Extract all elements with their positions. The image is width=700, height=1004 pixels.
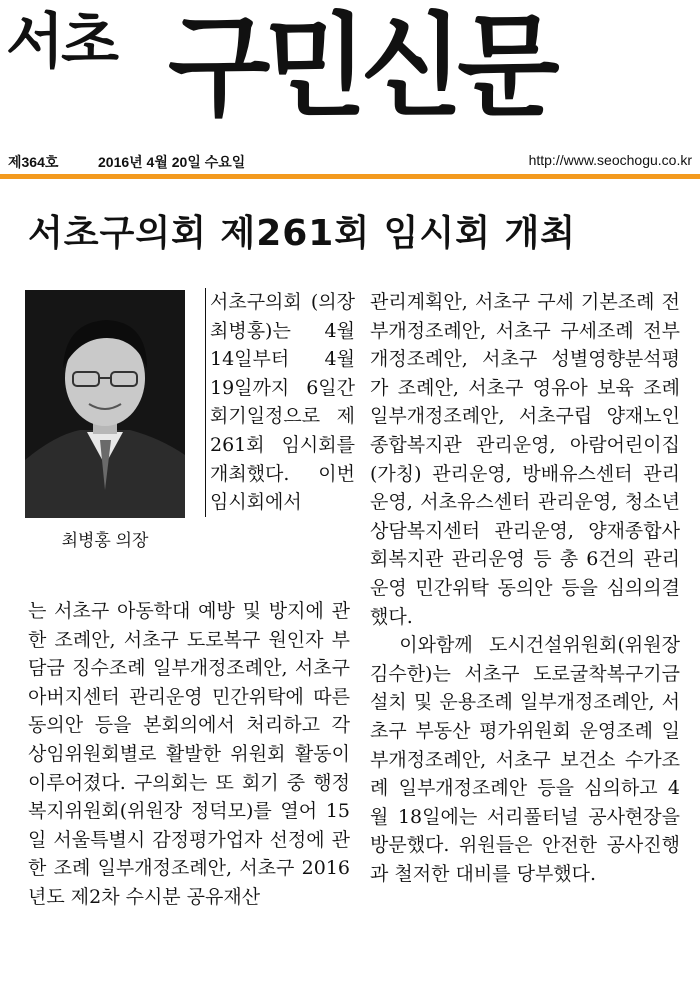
issue-date: 2016년 4월 20일 수요일: [98, 154, 246, 170]
article-text-left-top: 서초구의회 (의장 최병홍)는 4월 14일부터 4월 19일까지 6일간 회기일정으로 제261회 임시회를 개최했다. 이번 임시회에서: [205, 288, 355, 517]
photo-caption: 최병홍 의장: [61, 531, 149, 550]
article-headline: 서초구의회 제261회 임시회 개최: [28, 213, 577, 254]
masthead: [0, 0, 700, 150]
header-divider: [0, 174, 700, 179]
issue-number: 제364호: [8, 154, 59, 170]
newspaper-name-prefix: 서초: [6, 7, 116, 77]
newspaper-name: 구민신문: [168, 1, 554, 132]
speaker-portrait-photo: [25, 290, 185, 518]
article-text-right: 관리계획안, 서초구 구세 기본조례 전부개정조례안, 서초구 구세조례 전부개정조례안, 서초구 성별영향분석평가 조례안, 서초구 영유아 보육 조례 일부개정조례안, 서초구립 양재노인종합복지관 관리운영, 아람어린이집(가칭) 관리운영, 방배유스센터 관리운영, 서초유스센터 관리운영, 청소년상담복지센터 관리운영, 양재종합사회복지관 관리운영 등 총 6건의 관리운영 민간위탁 동의안 등을 심의의결했다. 이와함께 도시건설위원회(위원장 김수한)는 서초구 도로굴착복구기금 설치 및 운용조례 일부개정조례안, 서초구 부동산 평가위원회 운영조례 일부개정조례안, 서초구 보건소 수가조례 일부개정조례안 등을 심의하고 4월 18일에는 서리풀터널 공사현장을 방문했다. 위원들은 안전한 공사진행과 철저한 대비를 당부했다.: [370, 291, 680, 885]
article-text-left-bottom: 는 서초구 아동학대 예방 및 방지에 관한 조례안, 서초구 도로복구 원인자 부담금 징수조례 일부개정조례안, 서초구 아버지센터 관리운영 민간위탁에 따른 동의안 등을 본회의에서 처리하고 각 상임위원회별로 활발한 위원회 활동이 이루어졌다. 구의회는 또 회기 중 행정복지위원회(위원장 정덕모)를 열어 15일 서울특별시 감정평가업자 선정에 관한 조례 일부개정조례안, 서초구 2016년도 제2차 수시분 공유재산: [28, 600, 350, 908]
portrait-illustration: [25, 290, 185, 518]
website-url: http://www.seochogu.co.kr: [528, 152, 692, 168]
issue-info-bar: [8, 152, 692, 174]
